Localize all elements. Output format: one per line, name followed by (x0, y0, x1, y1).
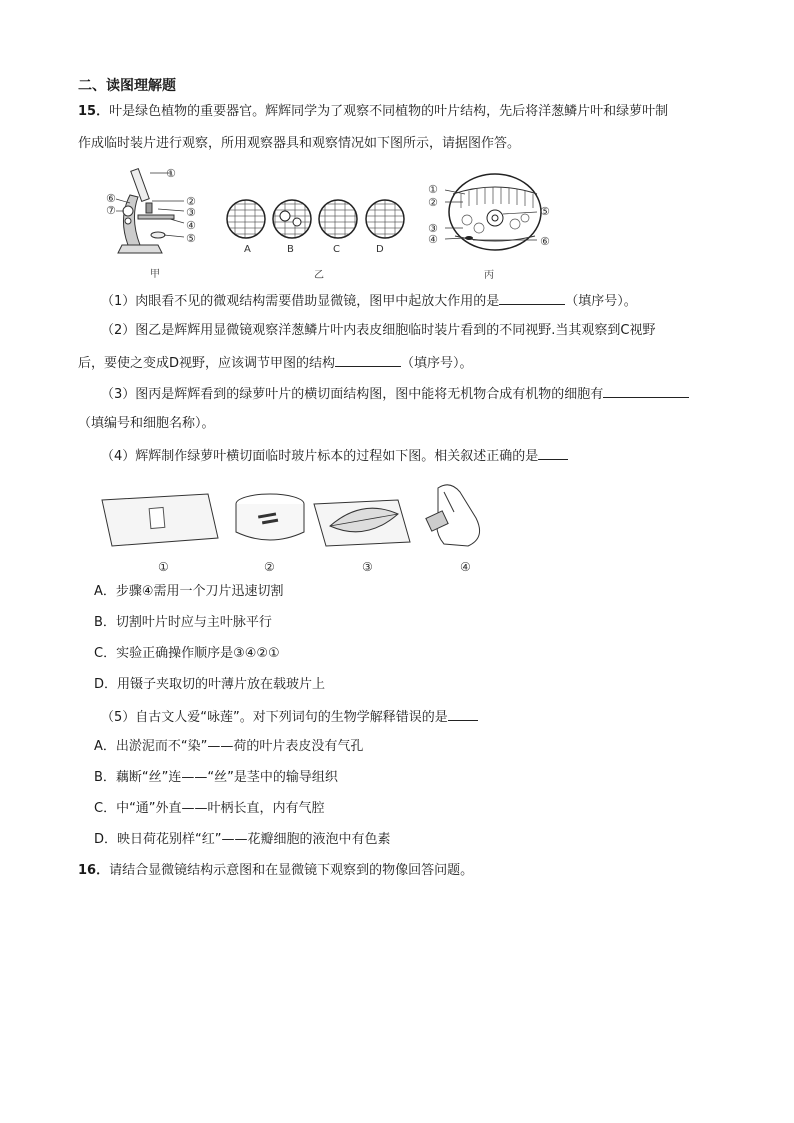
bing-caption: 丙 (484, 270, 494, 281)
sub-question-4-text: （4）辉辉制作绿萝叶横切面临时玻片标本的过程如下图。相关叙述正确的是 (101, 449, 539, 464)
sub-question-1 (101, 291, 637, 311)
question-15-stem-text: 叶是绿色植物的重要器官。辉辉同学为了观察不同植物的叶片结构，先后将洋葱鳞片叶和绿萝叶制 (109, 104, 669, 119)
yi-view-b-label: B (287, 244, 294, 255)
sub-question-1-suffix: （填序号）。 (565, 294, 637, 309)
sub-question-2-line1: （2）图乙是辉辉用显微镜观察洋葱鳞片叶内表皮细胞临时装片看到的不同视野.当其观察到C视野 (101, 323, 656, 338)
jia-caption: 甲 (150, 269, 160, 280)
question-16-number: 16． (78, 863, 110, 878)
answer-blank-3[interactable] (603, 384, 689, 398)
question-15-stem-line1 (78, 103, 668, 121)
sub-question-5-option-a[interactable]: A．出淤泥而不“染”——荷的叶片表皮没有气孔 (94, 739, 364, 754)
jia-mark-2: ② (186, 195, 196, 208)
step-3-label: ③ (362, 560, 373, 574)
sub-question-1-text: （1）肉眼看不见的微观结构需要借助显微镜，图甲中起放大作用的是 (101, 294, 500, 309)
question-15-stem-line2: 作成临时装片进行观察，所用观察器具和观察情况如下图所示，请据图作答。 (78, 136, 521, 151)
yi-view-a-label: A (244, 244, 251, 255)
jia-mark-3: ③ (186, 206, 196, 219)
step-2-label: ② (264, 560, 275, 574)
bing-mark-6: ⑥ (540, 235, 550, 248)
sub-question-2-text: 后，要使之变成D视野，应该调节甲图的结构 (78, 356, 336, 371)
sub-question-4-option-a[interactable]: A．步骤④需用一个刀片迅速切割 (94, 584, 284, 599)
answer-blank-5[interactable] (448, 707, 478, 721)
sub-question-4 (101, 446, 568, 466)
jia-mark-7: ⑦ (106, 204, 116, 217)
sub-question-5-option-d[interactable]: D．映日荷花别样“红”——花瓣细胞的液泡中有色素 (94, 832, 391, 847)
sub-question-3-line2: （填编号和细胞名称）。 (78, 416, 215, 431)
bing-mark-5: ⑤ (540, 205, 550, 218)
bing-mark-3: ③ (428, 222, 438, 235)
yi-view-d-label: D (376, 244, 384, 255)
sub-question-3-line1 (101, 384, 689, 404)
sub-question-5-text: （5）自古文人爱“咏莲”。对下列词句的生物学解释错误的是 (101, 710, 448, 725)
sub-question-4-option-c[interactable]: C．实验正确操作顺序是③④②① (94, 646, 280, 661)
yi-caption: 乙 (314, 270, 324, 281)
leaf-cross-section-figure-bing (445, 172, 545, 264)
bing-mark-1: ① (428, 183, 438, 196)
question-16-stem (78, 862, 473, 880)
answer-blank-2[interactable] (335, 353, 401, 367)
sub-question-3-text: （3）图丙是辉辉看到的绿萝叶片的横切面结构图，图中能将无机物合成有机物的细胞有 (101, 387, 604, 402)
answer-blank-1[interactable] (499, 291, 565, 305)
sub-question-5-option-c[interactable]: C．中“通”外直——叶柄长直，内有气腔 (94, 801, 325, 816)
question-16-text: 请结合显微镜结构示意图和在显微镜下观察到的物像回答问题。 (109, 863, 474, 878)
jia-mark-4: ④ (186, 219, 196, 232)
sub-question-5 (101, 707, 478, 727)
sub-question-2-suffix: （填序号）。 (401, 356, 473, 371)
section-title: 二、读图理解题 (78, 78, 176, 94)
field-of-view-figure-yi (225, 198, 410, 240)
jia-mark-5: ⑤ (186, 232, 196, 245)
yi-view-c-label: C (333, 244, 340, 255)
sub-question-5-option-b[interactable]: B．藕断“丝”连——“丝”是茎中的输导组织 (94, 770, 338, 785)
jia-mark-6: ⑥ (106, 192, 116, 205)
bing-mark-2: ② (428, 196, 438, 209)
sub-question-2-line2 (78, 353, 473, 373)
bing-mark-4: ④ (428, 233, 438, 246)
jia-mark-1: ① (166, 167, 176, 180)
step-4-label: ④ (460, 560, 471, 574)
answer-blank-4[interactable] (538, 446, 568, 460)
sub-question-4-option-b[interactable]: B．切割叶片时应与主叶脉平行 (94, 615, 272, 630)
step-1-label: ① (158, 560, 169, 574)
slide-steps-figure (98, 478, 518, 558)
question-15-number: 15． (78, 104, 110, 119)
sub-question-4-option-d[interactable]: D．用镊子夹取切的叶薄片放在载玻片上 (94, 677, 326, 692)
